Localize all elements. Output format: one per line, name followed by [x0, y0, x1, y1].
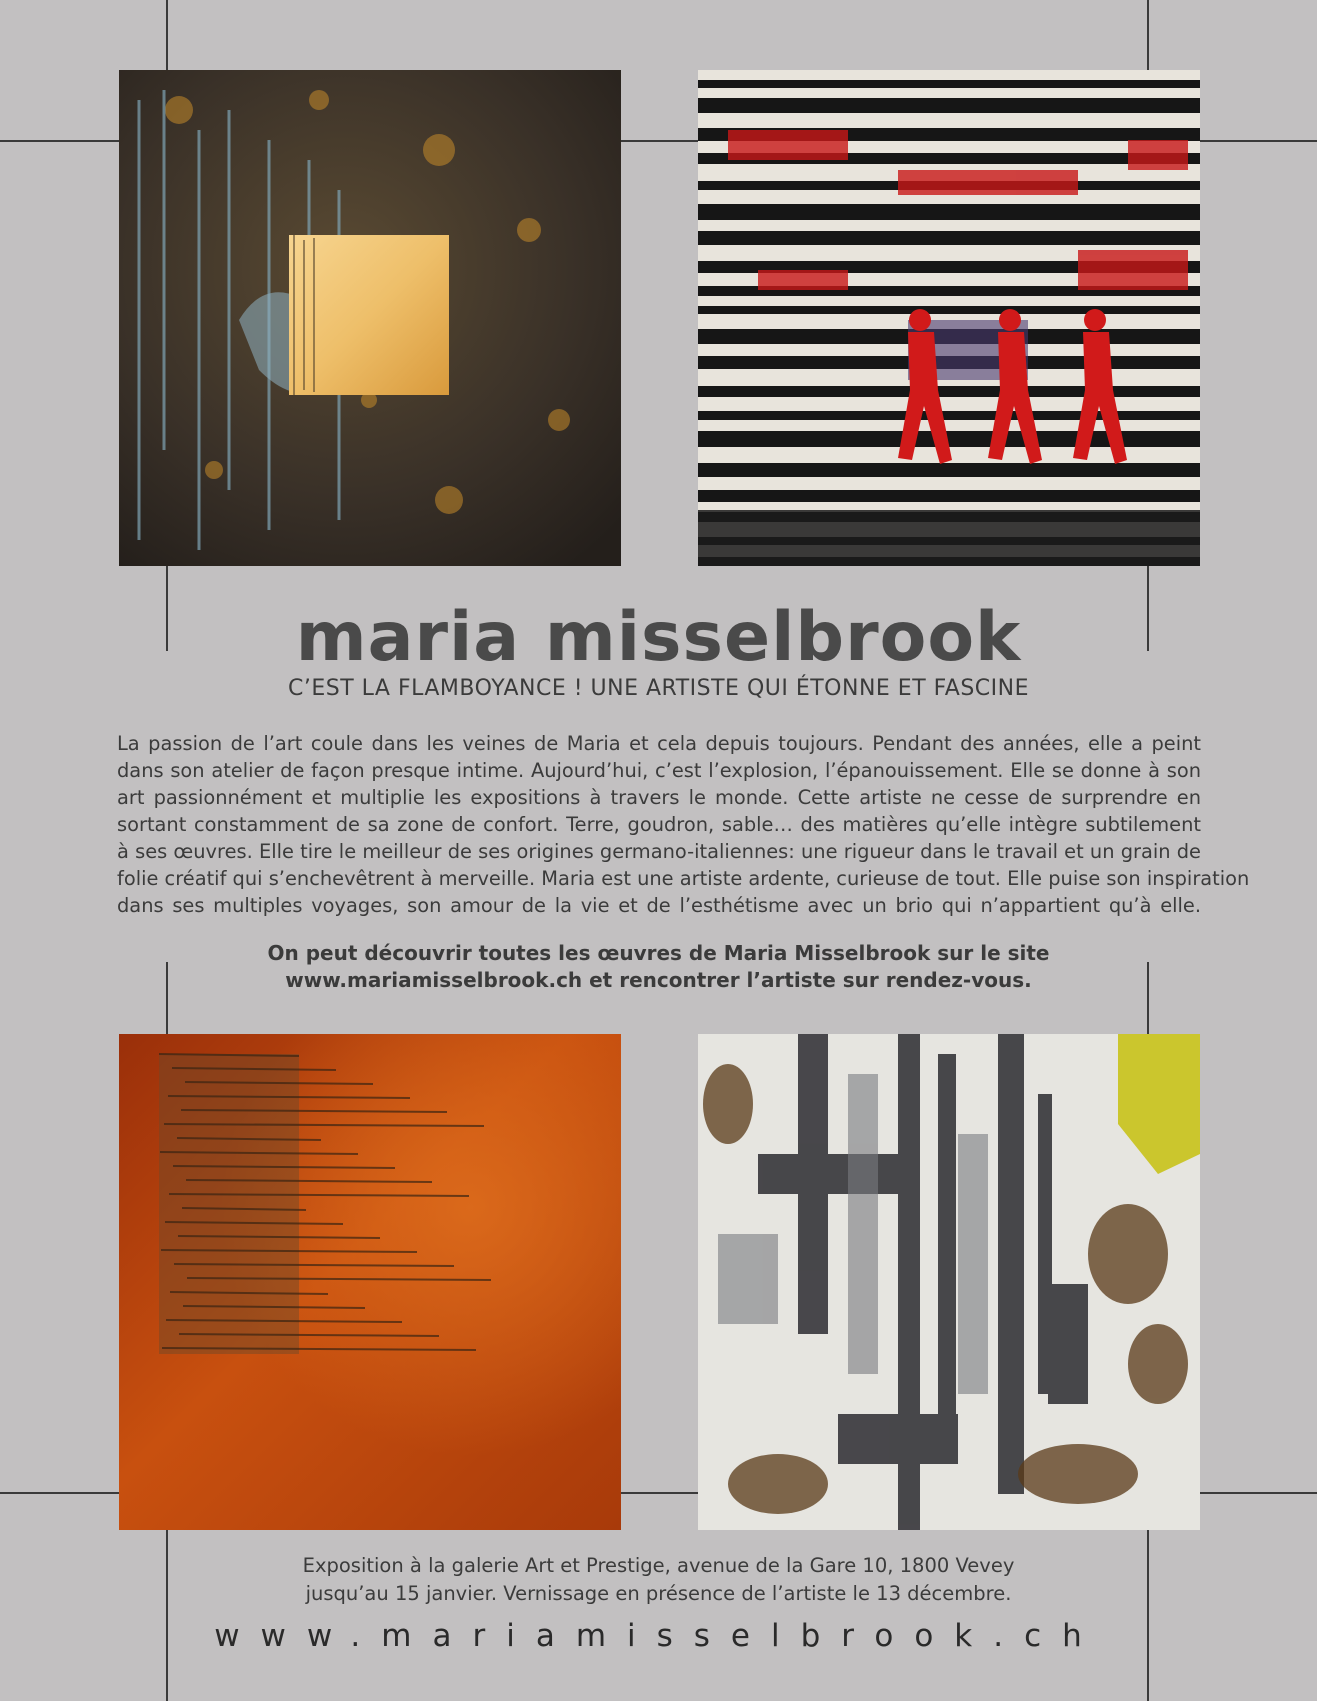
bio-line: La passion de l’art coule dans les veines de Maria et cela depuis toujours. Pendant des années, elle a peint — [117, 732, 1201, 755]
artist-tagline: C’EST LA FLAMBOYANCE ! UNE ARTISTE QUI ÉTONNE ET FASCINE — [288, 676, 1029, 701]
website-invitation — [0, 940, 1317, 994]
guide-line — [1200, 140, 1317, 142]
artwork-dark-gold-square — [119, 70, 621, 566]
bio-line: à ses œuvres. Elle tire le meilleur de ses origines germano-italiennes: une rigueur dans le travail et un grain de — [117, 840, 1201, 863]
guide-line — [1200, 1492, 1317, 1494]
expo-line: Exposition à la galerie Art et Prestige, avenue de la Gare 10, 1800 Vevey — [302, 1554, 1015, 1577]
expo-line: jusqu’au 15 janvier. Vernissage en présence de l’artiste le 13 décembre. — [305, 1582, 1012, 1605]
guide-line — [0, 140, 119, 142]
guide-line — [621, 1492, 698, 1494]
guide-line — [166, 0, 168, 70]
artwork-rust-orange — [119, 1034, 621, 1530]
artist-bio — [117, 730, 1250, 919]
bio-line: dans ses multiples voyages, son amour de la vie et de l’esthétisme avec un brio qui n’appartient qu’à elle. — [117, 894, 1201, 917]
exhibition-info — [0, 1552, 1317, 1608]
bio-line: folie créatif qui s’enchevêtrent à merveille. Maria est une artiste ardente, curieuse de tout. Elle puise son inspiration — [117, 867, 1250, 890]
cta-line: On peut découvrir toutes les œuvres de Maria Misselbrook sur le site — [267, 941, 1050, 965]
guide-line — [1147, 0, 1149, 70]
bio-line: art passionnément et multiplie les expositions à travers le monde. Cette artiste ne cesse de surprendre en — [117, 786, 1201, 809]
guide-line — [621, 140, 698, 142]
website-url[interactable]: www.mariamisselbrook.ch — [214, 1618, 1103, 1654]
bio-line: dans son atelier de façon presque intime. Aujourd’hui, c’est l’explosion, l’épanouissement. Elle se donne à son — [117, 759, 1201, 782]
guide-line — [0, 1492, 119, 1494]
cta-line: www.mariamisselbrook.ch et rencontrer l’artiste sur rendez-vous. — [285, 968, 1032, 992]
artwork-striped-red-figures — [698, 70, 1200, 566]
bio-line: sortant constamment de sa zone de confort. Terre, goudron, sable… des matières qu’elle intègre subtilement — [117, 813, 1201, 836]
artwork-white-dark-bands — [698, 1034, 1200, 1530]
artist-name: maria misselbrook — [295, 598, 1022, 677]
